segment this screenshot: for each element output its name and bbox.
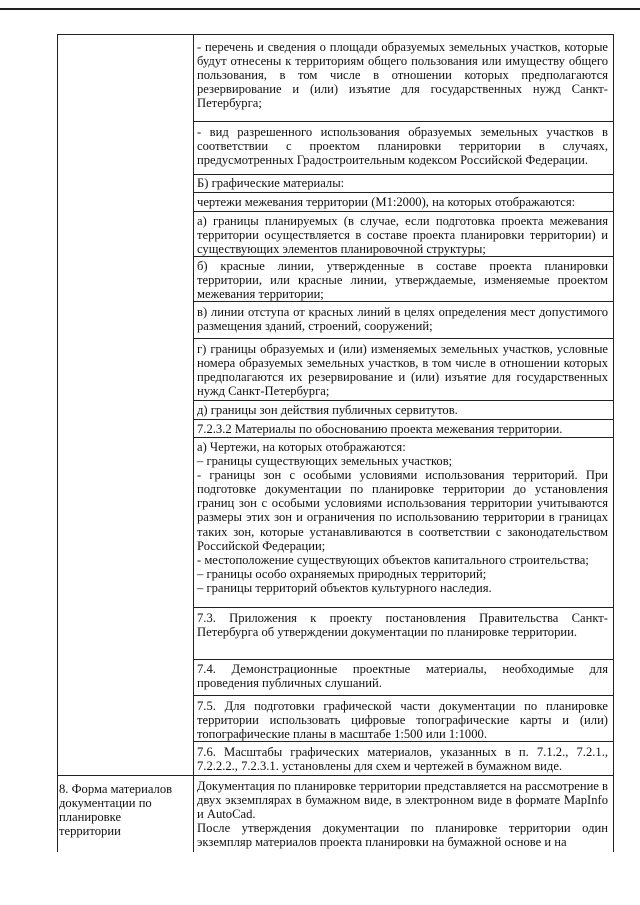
row-divider <box>193 659 614 660</box>
text-cell <box>194 699 611 741</box>
paragraph: б) красные линии, утвержденные в составе проекта планировки территории, или красные линии, утверждаемые, изменяемые проектом межевания территории; <box>197 259 608 302</box>
label-line: территории <box>59 824 121 839</box>
table-border-left <box>57 34 58 852</box>
paragraph: 7.2.3.2 Материалы по обоснованию проекта межевания территории. <box>197 422 563 436</box>
paragraph: чертежи межевания территории (М1:2000), на которых отображаются: <box>197 195 576 209</box>
text-cell <box>194 422 611 436</box>
text-cell <box>194 611 611 639</box>
paragraph: г) границы образуемых и (или) изменяемых земельных участков, условные номера образуемых земельных участков, в том числе в отношении которых предполагаются их резервирование и (или) изъятие для государственных нужд Санкт-Петербурга; <box>197 342 608 399</box>
text-cell <box>194 779 611 849</box>
paragraph: в) линии отступа от красных линий в целях определения мест допустимого размещения зданий, строений, сооружений; <box>197 305 608 334</box>
paragraph: – границы существующих земельных участков; <box>197 454 453 469</box>
paragraph: 7.3. Приложения к проекту постановления Правительства Санкт-Петербурга об утверждении документации по планировке территории. <box>197 611 608 640</box>
requirements-table <box>57 34 614 852</box>
label-line: планировке <box>59 810 122 825</box>
paragraph: – границы особо охраняемых природных территорий; <box>197 566 487 581</box>
text-cell <box>194 745 611 773</box>
row-divider <box>193 192 614 193</box>
row-divider <box>193 400 614 401</box>
paragraph: 7.4. Демонстрационные проектные материалы, необходимые для проведения публичных слушаний. <box>197 662 608 691</box>
paragraph: - границы зон с особыми условиями использования территорий. При подготовке документации по планировке территории до установления границ зон с особыми условиями использования территории учитываются размеры этих зон и ограничения по использованию территории в границах таких зон, которые устанавливаются в соответствии с законодательством Российской Федерации; <box>197 468 608 553</box>
row-divider-full <box>57 775 614 776</box>
paragraph: а) границы планируемых (в случае, если подготовка проекта межевания территории осуществляется в составе проекта планировки территории) и существующих элементов планировочной структуры; <box>197 214 608 257</box>
page-top-rule <box>0 8 640 10</box>
text-cell <box>194 176 611 190</box>
text-cell <box>194 40 611 110</box>
label-line: 8. Форма материалов <box>59 782 173 796</box>
label-line: документации по <box>59 796 152 811</box>
row-divider <box>193 607 614 608</box>
text-cell <box>194 214 611 256</box>
paragraph: Б) графические материалы: <box>197 176 345 190</box>
row-divider <box>193 338 614 339</box>
paragraph: После утверждения документации по планировке территории один экземпляр материалов проекта планировки на бумажной основе и на <box>197 821 608 850</box>
text-cell <box>194 259 611 301</box>
text-cell <box>194 403 611 417</box>
paragraph: – границы территорий объектов культурного наследия. <box>197 580 492 595</box>
text-cell <box>194 440 611 595</box>
paragraph: - местоположение существующих объектов капитального строительства; <box>197 552 589 567</box>
row-divider <box>193 437 614 438</box>
table-border-top <box>57 34 614 35</box>
paragraph: д) границы зон действия публичных сервитутов. <box>197 403 458 417</box>
paragraph: Документация по планировке территории представляется на рассмотрение в двух экземплярах в бумажном виде, в электронном виде в формате MapInfo и AutoCad. <box>197 779 608 822</box>
text-cell <box>194 195 611 209</box>
paragraph: 7.6. Масштабы графических материалов, указанных в п. 7.1.2., 7.2.1., 7.2.2.2., 7.2.3.1. установлены для схем и чертежей в бумажном виде. <box>197 745 608 774</box>
text-cell <box>194 305 611 333</box>
text-cell <box>194 662 611 690</box>
row-divider <box>193 174 614 175</box>
row-divider <box>193 419 614 420</box>
text-cell <box>194 125 611 167</box>
paragraph: 7.5. Для подготовки графической части документации по планировке территории использовать цифровые топографические карты и (или) топографические планы в масштабе 1:500 или 1:1000. <box>197 699 608 742</box>
row-divider <box>193 695 614 696</box>
row-divider <box>193 211 614 212</box>
row-divider <box>193 121 614 122</box>
table-border-right <box>613 34 614 852</box>
text-cell <box>194 342 611 398</box>
section-label <box>59 782 191 838</box>
paragraph: - вид разрешенного использования образуемых земельных участков в соответствии с проектом планировки территории в случаях, предусмотренных Градостроительным кодексом Российской Федерации. <box>197 125 608 168</box>
paragraph: а) Чертежи, на которых отображаются: <box>197 440 406 454</box>
paragraph: - перечень и сведения о площади образуемых земельных участков, которые будут отнесены к территориям общего пользования или имуществу общего пользования, в том числе в отношении которых предполагаются резервирование и (или) изъятие для государственных нужд Санкт-Петербурга; <box>197 40 608 111</box>
